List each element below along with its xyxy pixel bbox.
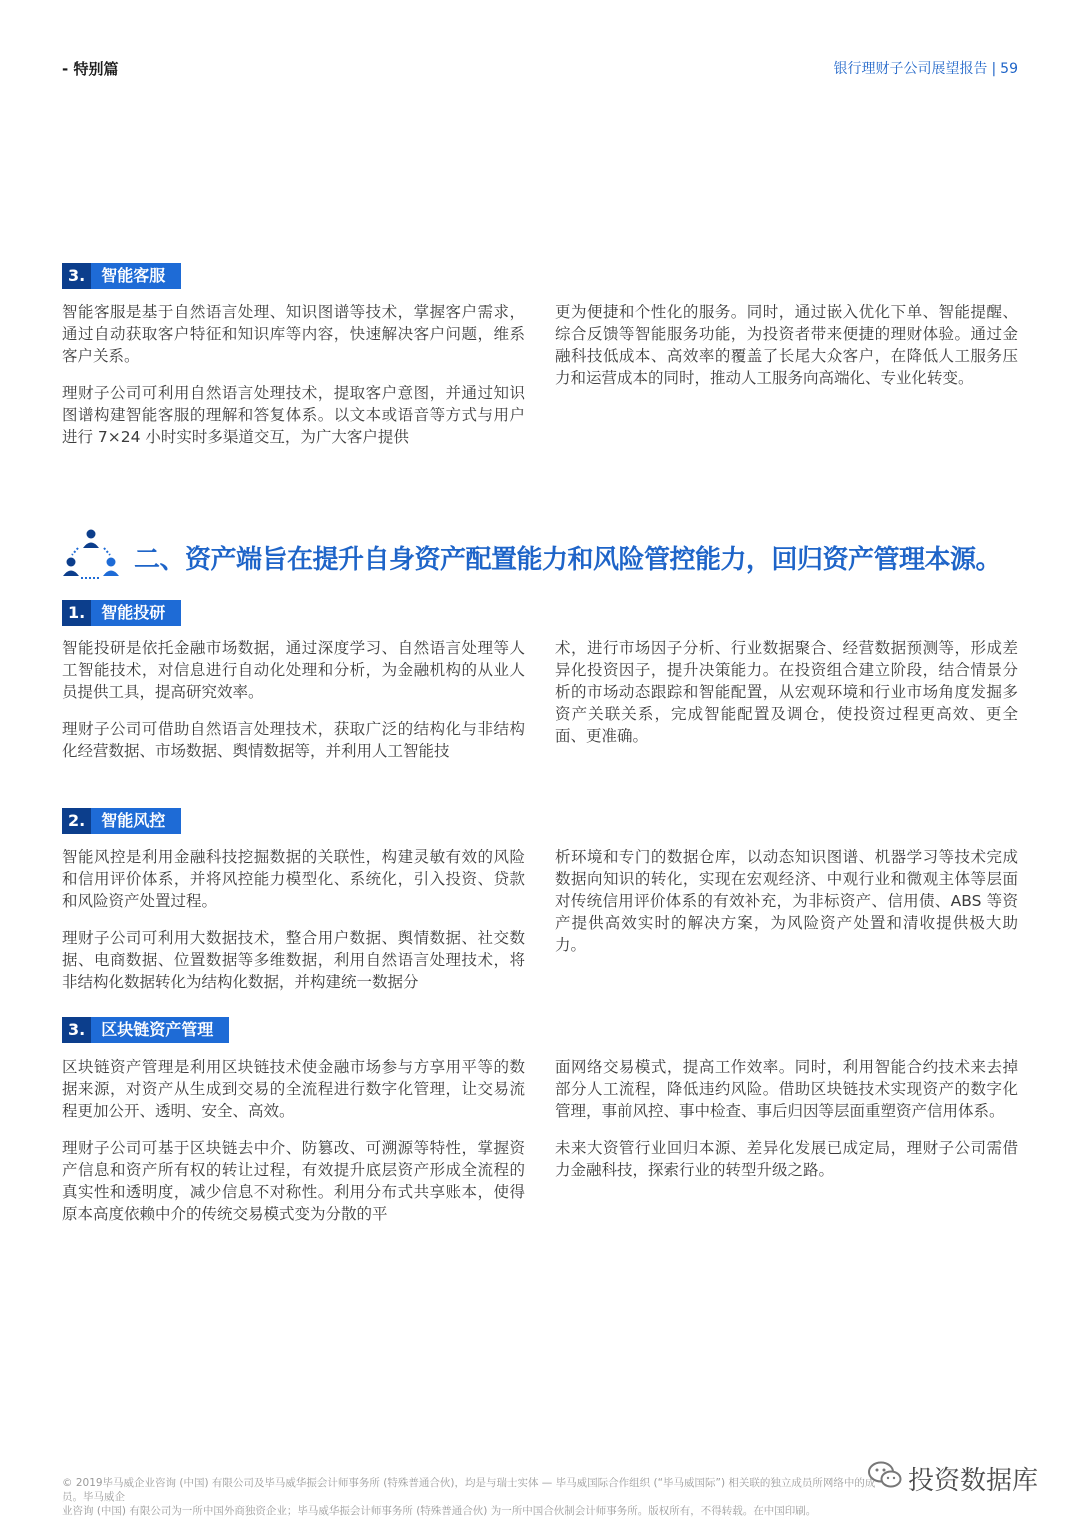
paragraph: 智能投研是依托金融市场数据，通过深度学习、自然语言处理等人工智能技术，对信息进行自动化处理和分析，为金融机构的从业人员提供工具，提高研究效率。 <box>62 639 525 701</box>
tag-number: 3. <box>62 1017 91 1043</box>
subsection-tag-investment-research <box>62 600 181 626</box>
tag-label: 智能风控 <box>101 811 166 830</box>
tag-number: 1. <box>62 600 91 626</box>
header-separator: | <box>991 61 997 77</box>
column-left <box>62 301 525 463</box>
header-section-label: - 特别篇 <box>62 60 119 78</box>
paragraph: 理财子公司可借助自然语言处理技术，获取广泛的结构化与非结构化经营数据、市场数据、舆情数据等，并利用人工智能技 <box>62 720 525 760</box>
watermark-text: 投资数据库 <box>908 1466 1039 1496</box>
column-left <box>62 637 525 777</box>
tag-number: 2. <box>62 808 91 834</box>
footer-line: © 2019毕马威企业咨询 (中国) 有限公司及毕马威华振会计师事务所 (特殊普通合伙)，均是与瑞士实体 — 毕马威国际合作组织 (“毕马威国际”) 相关联的独立成员所网络中的成员。毕马威企 <box>62 1477 876 1503</box>
column-right <box>555 637 1018 762</box>
watermark <box>868 1460 1038 1497</box>
paragraph: 理财子公司可利用大数据技术，整合用户数据、舆情数据、社交数据、电商数据、位置数据等多维数据，利用自然语言处理技术，将非结构化数据转化为结构化数据，并构建统一数据分 <box>62 929 525 991</box>
page-number: 59 <box>1000 61 1018 77</box>
tag-label: 智能投研 <box>101 603 166 622</box>
paragraph: 更为便捷和个性化的服务。同时，通过嵌入优化下单、智能提醒、综合反馈等智能服务功能，为投资者带来便捷的理财体验。通过金融科技低成本、高效率的覆盖了长尾大众客户，在降低人工服务压力和运营成本的同时，推动人工服务向高端化、专业化转变。 <box>555 303 1018 387</box>
paragraph: 智能客服是基于自然语言处理、知识图谱等技术，掌握客户需求，通过自动获取客户特征和知识库等内容，快速解决客户问题，维系客户关系。 <box>62 303 525 365</box>
paragraph: 未来大资管行业回归本源、差异化发展已成定局，理财子公司需借力金融科技，探索行业的转型升级之路。 <box>555 1139 1018 1179</box>
report-title: 银行理财子公司展望报告 <box>833 61 988 77</box>
tag-label: 智能客服 <box>101 266 166 285</box>
paragraph: 理财子公司可基于区块链去中介、防篡改、可溯源等特性，掌握资产信息和资产所有权的转让过程，有效提升底层资产形成全流程的真实性和透明度，减少信息不对称性。利用分布式共享账本，使得原本高度依赖中介的传统交易模式变为分散的平 <box>62 1139 525 1223</box>
paragraph: 理财子公司可利用自然语言处理技术，提取客户意图，并通过知识图谱构建智能客服的理解和答复体系。以文本或语音等方式与用户进行 7×24 小时实时多渠道交互，为广大客户提供 <box>62 384 525 446</box>
footer-line: 业咨询 (中国) 有限公司为一所中国外商独资企业；毕马威华振会计师事务所 (特殊普通合伙) 为一所中国合伙制会计师事务所。版权所有，不得转载。在中国印刷。 <box>62 1505 817 1517</box>
paragraph: 区块链资产管理是利用区块链技术使金融市场参与方享用平等的数据来源，对资产从生成到交易的全流程进行数字化管理，让交易流程更加公开、透明、安全、高效。 <box>62 1058 525 1120</box>
subsection-tag-customer-service <box>62 263 181 289</box>
tag-number: 3. <box>62 263 91 289</box>
column-right <box>555 846 1018 971</box>
column-left <box>62 1056 525 1240</box>
header-report-title <box>833 58 1018 78</box>
team-network-icon <box>62 528 120 586</box>
subsection-tag-risk-control <box>62 808 181 834</box>
column-right <box>555 1056 1018 1196</box>
column-left <box>62 846 525 1008</box>
column-right <box>555 301 1018 404</box>
paragraph: 析环境和专门的数据仓库，以动态知识图谱、机器学习等技术完成数据向知识的转化，实现在宏观经济、中观行业和微观主体等层面对传统信用评价体系的有效补充，为非标资产、信用债、ABS 等资产提供高效实时的解决方案，为风险资产处置和清收提供极大助力。 <box>555 848 1018 954</box>
section-title: 二、资产端旨在提升自身资产配置能力和风险管控能力，回归资产管理本源。 <box>134 544 1002 575</box>
copyright-footer <box>62 1476 882 1518</box>
subsection-tag-blockchain <box>62 1017 229 1043</box>
paragraph: 面网络交易模式，提高工作效率。同时，利用智能合约技术来去掉部分人工流程，降低违约风险。借助区块链技术实现资产的数字化管理，事前风控、事中检查、事后归因等层面重塑资产信用体系。 <box>555 1058 1018 1120</box>
paragraph: 术，进行市场因子分析、行业数据聚合、经营数据预测等，形成差异化投资因子，提升决策能力。在投资组合建立阶段，结合情景分析的市场动态跟踪和智能配置，从宏观环境和行业市场角度发掘多资产关联关系，完成智能配置及调仓，使投资过程更高效、更全面、更准确。 <box>555 639 1018 745</box>
wechat-icon <box>868 1461 902 1496</box>
tag-label: 区块链资产管理 <box>101 1020 214 1039</box>
paragraph: 智能风控是利用金融科技挖掘数据的关联性，构建灵敏有效的风险和信用评价体系，并将风控能力模型化、系统化，引入投资、贷款和风险资产处置过程。 <box>62 848 525 910</box>
section-heading <box>62 528 1001 586</box>
